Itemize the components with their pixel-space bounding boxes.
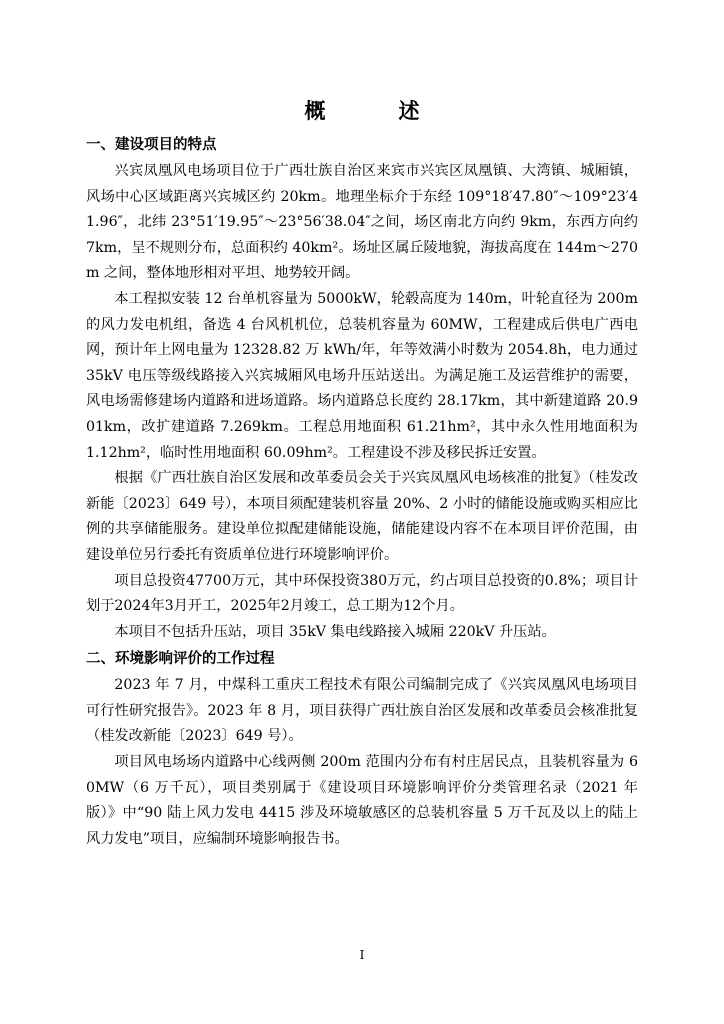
paragraph: 兴宾凤凰风电场项目位于广西壮族自治区来宾市兴宾区凤凰镇、大湾镇、城厢镇，风场中心区域距离兴宾城区约 20km。地理坐标介于东经 109°18′47.80″～109°23′41.96″，北纬 23°51′19.95″～23°56′38.04″之间，场区南北方向约 9km，东西方向约 7km，呈不规则分布，总面积约 40km²。场址区属丘陵地貌，海拔高度在 144m～270m 之间，整体地形相对平坦、地势较开阔。 bbox=[86, 163, 638, 282]
section-heading: 二、环境影响评价的工作过程 bbox=[86, 651, 275, 668]
paragraph: 项目风电场场内道路中心线两侧 200m 范围内分布有村庄居民点，且装机容量为 60MW（6 万千瓦），项目类别属于《建设项目环境影响评价分类管理名录（2021 年版）》中“90 陆上风力发电 4415 涉及环境敏感区的总装机容量 5 万千瓦及以上的陆上风力发电”项目，应编制环境影响报告书。 bbox=[86, 754, 638, 847]
section-heading: 一、建设项目的特点 bbox=[86, 137, 217, 153]
section-project-features bbox=[86, 132, 638, 645]
paragraph: 2023 年 7 月，中煤科工重庆工程技术有限公司编制完成了《兴宾凤凰风电场项目可行性研究报告》。2023 年 8 月，项目获得广西壮族自治区发展和改革委员会核准批复（桂发改新能〔2023〕649 号）。 bbox=[86, 677, 638, 745]
paragraph: 根据《广西壮族自治区发展和改革委员会关于兴宾凤凰风电场核准的批复》（桂发改新能〔2023〕649 号），本项目须配建装机容量 20%、2 小时的储能设施或购买相应比例的共享储能服务。建设单位拟配建储能设施，储能建设内容不在本项目评价范围，由建设单位另行委托有资质单位进行环境影响评价。 bbox=[86, 470, 638, 563]
document-title: 概 述 bbox=[304, 99, 446, 123]
section-eia-process bbox=[86, 646, 638, 852]
paragraph: 项目总投资47700万元，其中环保投资380万元，约占项目总投资的0.8%；项目计划于2024年3月开工，2025年2月竣工，总工期为12个月。 bbox=[86, 572, 638, 615]
document-body bbox=[86, 132, 638, 852]
page-number: I bbox=[359, 948, 365, 962]
paragraph: 本工程拟安装 12 台单机容量为 5000kW，轮毂高度为 140m，叶轮直径为 200m 的风力发电机组，备选 4 台风机机位，总装机容量为 60MW，工程建成后供电广西电网，预计年上网电量为 12328.82 万 kWh/年，年等效满小时数为 2054.8h，电力通过 35kV 电压等级线路接入兴宾城厢风电场升压站送出。为满足施工及运营维护的需要，风电场需修建场内道路和进场道路。场内道路总长度约 28.17km，其中新建道路 20.901km，改扩建道路 7.269km。工程总用地面积 61.21hm²，其中永久性用地面积为 1.12hm²，临时性用地面积 60.09hm²。工程建设不涉及移民拆迁安置。 bbox=[86, 290, 638, 461]
paragraph: 本项目不包括升压站，项目 35kV 集电线路接入城厢 220kV 升压站。 bbox=[114, 623, 556, 640]
